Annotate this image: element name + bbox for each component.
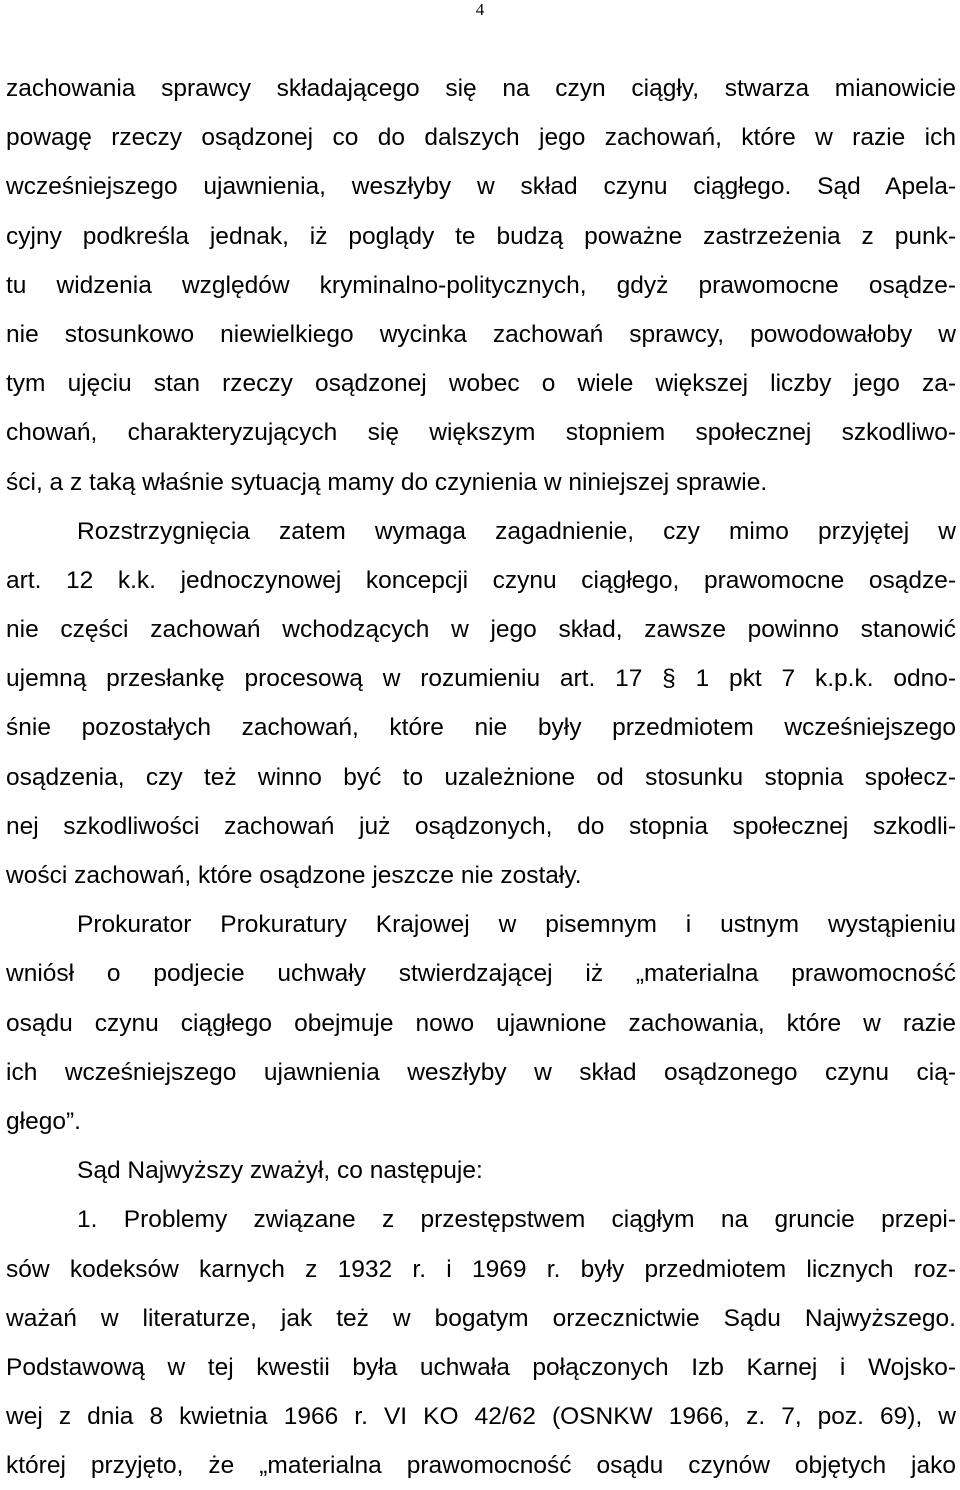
text-line: zachowania sprawcy składającego się na czyn ciągły, stwarza mianowicie bbox=[6, 75, 956, 102]
text-line: wości zachowań, które osądzone jeszcze nie zostały. bbox=[6, 862, 582, 889]
text-line: Prokurator Prokuratury Krajowej w pisemnym i ustnym wystąpieniu bbox=[77, 911, 956, 939]
text-line: tu widzenia względów kryminalno-politycznych, gdyż prawomocne osądze- bbox=[6, 271, 956, 299]
text-line: ważań w literaturze, jak też w bogatym orzecznictwie Sądu Najwyższego. bbox=[6, 1304, 956, 1332]
text-line: Podstawową w tej kwestii była uchwała połączonych Izb Karnej i Wojsko- bbox=[6, 1353, 956, 1381]
text-line: chowań, charakteryzujących się większym stopniem społecznej szkodliwo- bbox=[6, 419, 956, 447]
text-line: ści, a z taką właśnie sytuacją mamy do czynienia w niniejszej sprawie. bbox=[6, 468, 768, 496]
text-line: nej szkodliwości zachowań już osądzonych, do stopnia społecznej szkodli- bbox=[6, 812, 956, 840]
text-line: powagę rzeczy osądzonej co do dalszych jego zachowań, które w razie ich bbox=[6, 124, 956, 152]
page-number: 4 bbox=[475, 0, 485, 19]
text-line: nie stosunkowo niewielkiego wycinka zachowań sprawcy, powodowałoby w bbox=[6, 320, 956, 348]
text-line: Rozstrzygnięcia zatem wymaga zagadnienie, czy mimo przyjętej w bbox=[77, 517, 956, 545]
text-line: ujemną przesłankę procesową w rozumieniu art. 17 § 1 pkt 7 k.p.k. odno- bbox=[6, 665, 956, 693]
text-line: osądzenia, czy też winno być to uzależnione od stosunku stopnia społecz- bbox=[6, 763, 956, 791]
text-line: ich wcześniejszego ujawnienia weszłyby w skład osądzonego czynu cią- bbox=[6, 1058, 956, 1086]
text-line: osądu czynu ciągłego obejmuje nowo ujawnione zachowania, które w razie bbox=[6, 1009, 956, 1037]
text-line: głego”. bbox=[6, 1107, 81, 1135]
text-line: cyjny podkreśla jednak, iż poglądy te budzą poważne zastrzeżenia z punk- bbox=[6, 222, 956, 250]
text-line: 1. Problemy związane z przestępstwem ciągłym na gruncie przepi- bbox=[77, 1206, 956, 1234]
text-line: wej z dnia 8 kwietnia 1966 r. VI KO 42/62 (OSNKW 1966, z. 7, poz. 69), w bbox=[6, 1403, 956, 1431]
text-line: Sąd Najwyższy zważył, co następuje: bbox=[77, 1157, 483, 1185]
text-line: sów kodeksów karnych z 1932 r. i 1969 r. były przedmiotem licznych roz- bbox=[6, 1255, 956, 1283]
text-line: której przyjęto, że „materialna prawomocność osądu czynów objętych jako bbox=[6, 1452, 956, 1480]
document-body bbox=[6, 64, 956, 1490]
text-line: art. 12 k.k. jednoczynowej koncepcji czynu ciągłego, prawomocne osądze- bbox=[6, 566, 956, 594]
text-line: nie części zachowań wchodzących w jego skład, zawsze powinno stanowić bbox=[6, 616, 956, 644]
text-line: śnie pozostałych zachowań, które nie były przedmiotem wcześniejszego bbox=[6, 714, 956, 742]
text-line: wniósł o podjecie uchwały stwierdzającej iż „materialna prawomocność bbox=[6, 960, 956, 988]
text-line: wcześniejszego ujawnienia, weszłyby w skład czynu ciągłego. Sąd Apela- bbox=[6, 173, 956, 201]
text-line: tym ujęciu stan rzeczy osądzonej wobec o wiele większej liczby jego za- bbox=[6, 370, 956, 398]
